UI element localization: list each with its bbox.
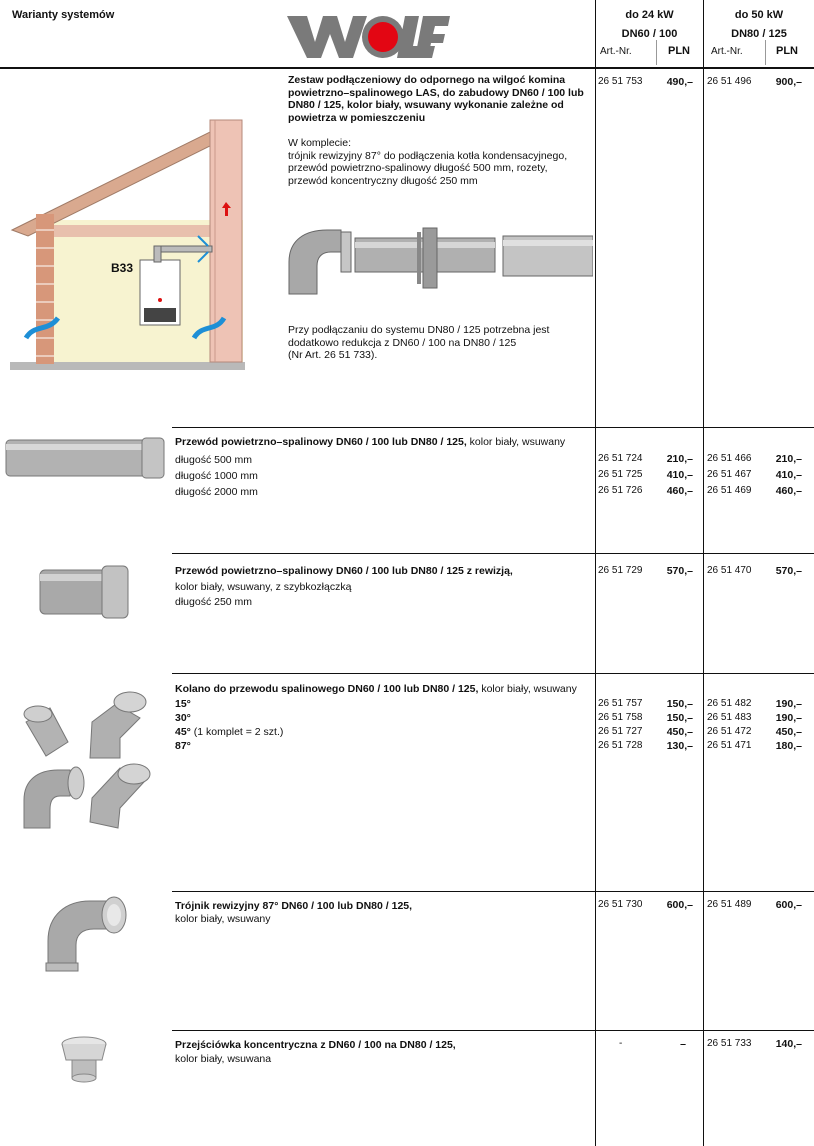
row1-line: przewód powietrzno-spalinowy długość 500 mm, rozety, [288, 162, 548, 174]
row2-pln2-list [760, 451, 802, 499]
row2-pln1: 410,– [666, 469, 693, 481]
row4-angle: 30° [175, 712, 191, 724]
row6-pln1: – [680, 1038, 686, 1050]
col1-dn: DN60 / 100 [621, 28, 678, 40]
row4-pln1: 130,– [666, 740, 693, 752]
row5-pln2: 600,– [775, 899, 802, 911]
row-rule-5 [172, 1030, 814, 1031]
row4-art2: 26 51 482 [707, 698, 752, 709]
row2-pln2: 460,– [775, 485, 802, 497]
col-divider-1 [595, 0, 596, 1146]
row5-title: Trójnik rewizyjny 87° DN60 / 100 lub DN80 / 125, [175, 900, 413, 912]
row5-art2: 26 51 489 [707, 899, 752, 910]
row1-pln1: 490,– [666, 76, 693, 88]
row4-art1: 26 51 728 [598, 740, 643, 751]
col2-pln-header: PLN [776, 45, 798, 57]
row1-details [288, 137, 593, 187]
row2-pln1-list [650, 451, 693, 499]
row4-pln2: 450,– [775, 726, 802, 738]
row1-line: trójnik rewizyjny 87° do podłączenia kotła kondensacyjnego, [288, 149, 568, 162]
row5-line: kolor biały, wsuwany [175, 913, 271, 925]
row4-pln2: 190,– [775, 712, 802, 724]
row4-art1: 26 51 727 [598, 726, 643, 737]
row2-length: długość 2000 mm [175, 486, 258, 498]
adapter-image [56, 1034, 112, 1086]
row4-angle-note: (1 komplet = 2 szt.) [190, 726, 284, 738]
row4-art2: 26 51 472 [707, 726, 752, 737]
row2-description [175, 436, 593, 449]
col-divider-2 [703, 0, 704, 1146]
row6-pln2: 140,– [775, 1038, 802, 1050]
row4-pln2: 180,– [775, 740, 802, 752]
elbows-image [20, 682, 156, 832]
row2-art2: 26 51 466 [707, 453, 752, 464]
col1-pln-header: PLN [668, 45, 690, 57]
row4-pln1: 150,– [666, 698, 693, 710]
inspection-pipe-image [36, 562, 132, 622]
row6-title: Przejściówka koncentryczna z DN60 / 100 na DN80 / 125, [175, 1039, 456, 1051]
row1-note-line: dodatkowo redukcja z DN60 / 100 na DN80 / 125 [288, 336, 517, 349]
col2-dn: DN80 / 125 [731, 28, 787, 40]
row2-pln1: 210,– [666, 453, 693, 465]
row3-pln2: 570,– [775, 565, 802, 577]
row2-pln2: 210,– [775, 453, 802, 465]
row4-angle: 15° [175, 698, 191, 710]
tee-image [44, 895, 136, 975]
row4-art1: 26 51 757 [598, 698, 643, 709]
row2-art2: 26 51 467 [707, 469, 752, 480]
row4-pln1: 150,– [666, 712, 693, 724]
row3-line: długość 250 mm [175, 596, 253, 608]
row2-art1: 26 51 726 [598, 485, 643, 496]
row2-title-rest: kolor biały, wsuwany [466, 436, 566, 448]
wolf-logo [285, 8, 450, 60]
row1-line: przewód koncentryczny długość 250 mm [288, 174, 478, 187]
row6-line: kolor biały, wsuwana [175, 1053, 272, 1065]
row6-art1: - [619, 1038, 623, 1049]
row4-title-rest: kolor biały, wsuwany [478, 683, 577, 695]
row5-pln1: 600,– [666, 899, 693, 911]
row4-angle: 45° [175, 726, 191, 738]
col-subdivider-2 [765, 40, 766, 65]
row5-art1: 26 51 730 [598, 899, 643, 910]
row2-length: długość 500 mm [175, 454, 253, 466]
row1-line: W komplecie: [288, 137, 352, 149]
row1-pln2: 900,– [775, 76, 802, 88]
house-system-diagram [10, 110, 250, 375]
row3-art2: 26 51 470 [707, 565, 752, 576]
row3-title: Przewód powietrzno–spalinowy DN60 / 100 lub DN80 / 125 z rewizją, [175, 565, 513, 577]
row6-art2: 26 51 733 [707, 1038, 752, 1049]
row-rule-4 [172, 891, 814, 892]
row4-pln2: 190,– [775, 698, 802, 710]
row2-title: Przewód powietrzno–spalinowy DN60 / 100 lub DN80 / 125, [175, 436, 467, 448]
row3-details [175, 580, 351, 610]
row4-pln2-list [760, 697, 802, 753]
row2-art1: 26 51 725 [598, 469, 643, 480]
row3-pln1: 570,– [666, 565, 693, 577]
row4-description [175, 683, 593, 696]
col-subdivider-1 [656, 40, 657, 65]
col1-power: do 24 kW [625, 9, 674, 21]
row1-note [288, 324, 593, 362]
row4-art2: 26 51 483 [707, 712, 752, 723]
row-rule-3 [172, 673, 814, 674]
row1-note-line: Przy podłączaniu do systemu DN80 / 125 potrzebna jest [288, 324, 550, 336]
row4-art1: 26 51 758 [598, 712, 643, 723]
col2-art-header: Art.-Nr. [711, 46, 743, 57]
connection-kit-image [285, 222, 593, 297]
row2-art1-list [598, 451, 643, 499]
row4-pln1-list [650, 697, 693, 753]
row1-art1: 26 51 753 [598, 76, 643, 87]
pipe-image [2, 436, 168, 482]
row4-title: Kolano do przewodu spalinowego DN60 / 100 lub DN80 / 125, [175, 683, 479, 695]
page-title: Warianty systemów [12, 9, 115, 21]
row4-pln1: 450,– [666, 726, 693, 738]
row1-art2: 26 51 496 [707, 76, 752, 87]
row2-length: długość 1000 mm [175, 470, 258, 482]
row4-art1-list [598, 697, 643, 753]
diagram-label-b33: B33 [111, 261, 134, 275]
row2-art2-list [707, 451, 752, 499]
row4-angle: 87° [175, 740, 191, 752]
col2-power: do 50 kW [734, 9, 784, 21]
row2-lengths [175, 452, 258, 500]
row3-art1: 26 51 729 [598, 565, 643, 576]
row4-art2: 26 51 471 [707, 740, 752, 751]
row2-art1: 26 51 724 [598, 453, 643, 464]
row2-pln1: 460,– [666, 485, 693, 497]
row4-art2-list [707, 697, 752, 753]
row3-line: kolor biały, wsuwany, z szybkozłączką [175, 581, 352, 593]
row1-note-line: (Nr Art. 26 51 733). [288, 349, 378, 361]
row-rule-1 [172, 427, 814, 428]
row4-angles [175, 697, 283, 753]
row2-art2: 26 51 469 [707, 485, 752, 496]
header-rule [0, 67, 814, 69]
row-rule-2 [172, 553, 814, 554]
row2-pln2: 410,– [775, 469, 802, 481]
row1-title: Zestaw podłączeniowy do odpornego na wilgoć komina powietrzno–spalinowego LAS, do zabudowy DN60 / 100 lub DN80 / 125, kolor biały, wsuwany wykonanie zależne od powietrza w pomieszczeniu [288, 74, 584, 124]
col1-art-header: Art.-Nr. [600, 46, 632, 57]
